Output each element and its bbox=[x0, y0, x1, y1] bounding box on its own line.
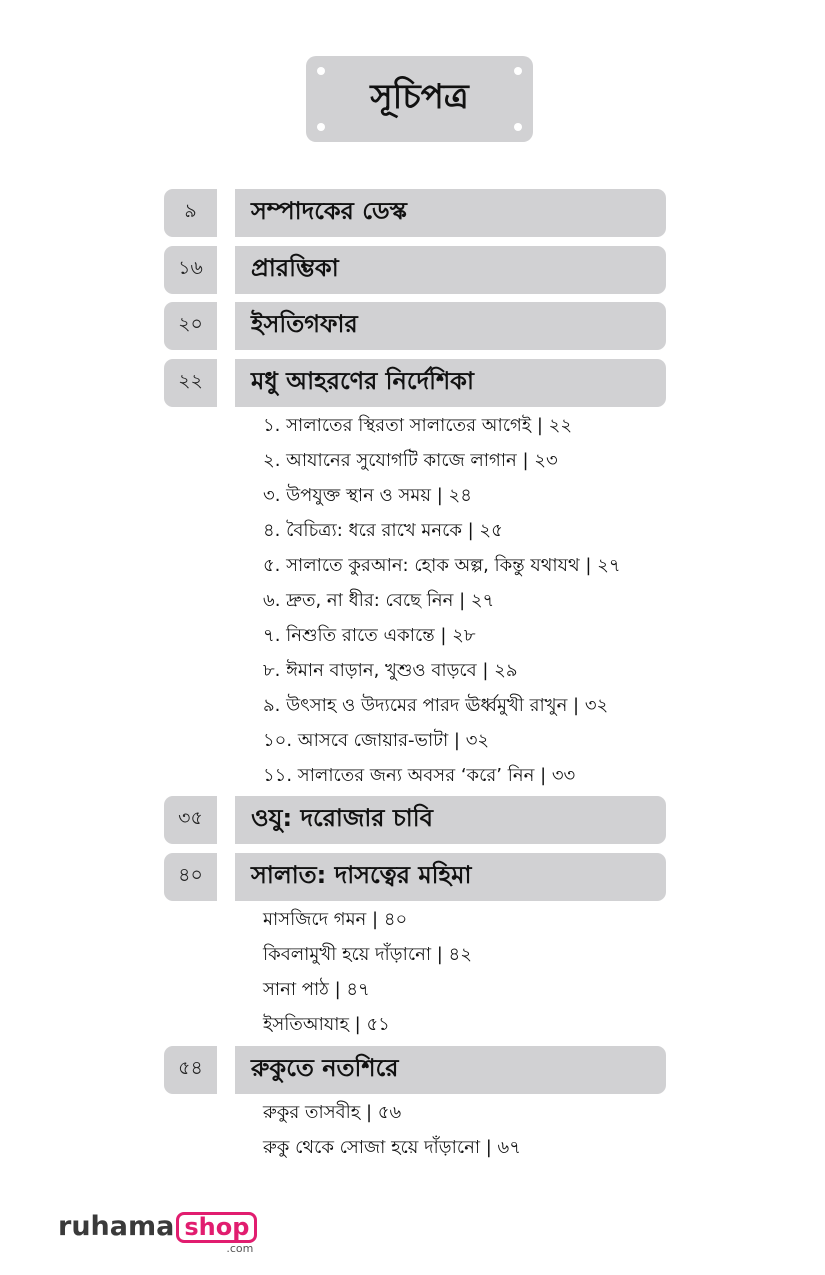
toc-subsection[interactable]: রুকুর তাসবীহ | ৫৬ bbox=[263, 1102, 402, 1123]
chapter-title: মধু আহরণের নির্দেশিকা bbox=[235, 359, 666, 407]
chapter-page-number: ১৬ bbox=[164, 246, 217, 294]
chapter-title: ইসতিগফার bbox=[235, 302, 666, 350]
toc-subsection[interactable]: ৭. নিশুতি রাতে একান্তে | ২৮ bbox=[263, 625, 476, 646]
toc-subsection[interactable]: রুকু থেকে সোজা হয়ে দাঁড়ানো | ৬৭ bbox=[263, 1137, 521, 1158]
chapter-row[interactable] bbox=[164, 1046, 666, 1094]
chapter-row[interactable] bbox=[164, 189, 666, 237]
chapter-title: প্রারম্ভিকা bbox=[235, 246, 666, 294]
toc-subsection[interactable]: ৮. ঈমান বাড়ান, খুশুও বাড়বে | ২৯ bbox=[263, 660, 518, 681]
chapter-page-number: ২০ bbox=[164, 302, 217, 350]
toc-subsection[interactable]: ১১. সালাতের জন্য অবসর ‘করে’ নিন | ৩৩ bbox=[263, 765, 576, 786]
toc-subsection[interactable]: ইসতিআযাহ | ৫১ bbox=[263, 1014, 390, 1035]
brand-logo bbox=[58, 1212, 257, 1256]
chapter-row[interactable] bbox=[164, 302, 666, 350]
screw-icon bbox=[514, 123, 522, 131]
toc-subsection[interactable]: ৪. বৈচিত্র্য: ধরে রাখে মনকে | ২৫ bbox=[263, 520, 503, 541]
chapter-title: সম্পাদকের ডেস্ক bbox=[235, 189, 666, 237]
logo-shop-badge bbox=[176, 1212, 257, 1255]
chapter-row[interactable] bbox=[164, 853, 666, 901]
chapter-row[interactable] bbox=[164, 359, 666, 407]
toc-subsection[interactable]: মাসজিদে গমন | ৪০ bbox=[263, 909, 408, 930]
chapter-title: ওযু: দরোজার চাবি bbox=[235, 796, 666, 844]
toc-subsection[interactable]: ৬. দ্রুত, না ধীর: বেছে নিন | ২৭ bbox=[263, 590, 495, 611]
title-plate bbox=[306, 56, 533, 142]
screw-icon bbox=[317, 67, 325, 75]
chapter-page-number: ৯ bbox=[164, 189, 217, 237]
chapter-page-number: ২২ bbox=[164, 359, 217, 407]
toc-subsection[interactable]: ৫. সালাতে কুরআন: হোক অল্প, কিন্তু যথাযথ | ২৭ bbox=[263, 555, 621, 576]
chapter-row[interactable] bbox=[164, 796, 666, 844]
chapter-title: রুকুতে নতশিরে bbox=[235, 1046, 666, 1094]
toc-subsection[interactable]: ২. আযানের সুযোগটি কাজে লাগান | ২৩ bbox=[263, 450, 558, 471]
logo-brand-text: ruhama bbox=[58, 1211, 175, 1242]
toc-subsection[interactable]: ৩. উপযুক্ত স্থান ও সময় | ২৪ bbox=[263, 485, 472, 506]
page-title: সূচিপত্র bbox=[370, 76, 469, 117]
screw-icon bbox=[317, 123, 325, 131]
toc-subsection[interactable]: ১০. আসবে জোয়ার-ভাটা | ৩২ bbox=[263, 730, 490, 751]
screw-icon bbox=[514, 67, 522, 75]
chapter-row[interactable] bbox=[164, 246, 666, 294]
logo-domain-text: .com bbox=[226, 1242, 254, 1255]
chapter-page-number: ৫৪ bbox=[164, 1046, 217, 1094]
chapter-title: সালাত: দাসত্বের মহিমা bbox=[235, 853, 666, 901]
toc-subsection[interactable]: কিবলামুখী হয়ে দাঁড়ানো | ৪২ bbox=[263, 944, 472, 965]
toc-subsection[interactable]: ৯. উৎসাহ ও উদ্যমের পারদ ঊর্ধ্বমুখী রাখুন | ৩২ bbox=[263, 695, 609, 716]
toc-subsection[interactable]: সানা পাঠ | ৪৭ bbox=[263, 979, 370, 1000]
toc-subsection[interactable]: ১. সালাতের স্থিরতা সালাতের আগেই | ২২ bbox=[263, 415, 573, 436]
chapter-page-number: ৩৫ bbox=[164, 796, 217, 844]
logo-shop-text: shop bbox=[176, 1212, 257, 1243]
chapter-page-number: ৪০ bbox=[164, 853, 217, 901]
